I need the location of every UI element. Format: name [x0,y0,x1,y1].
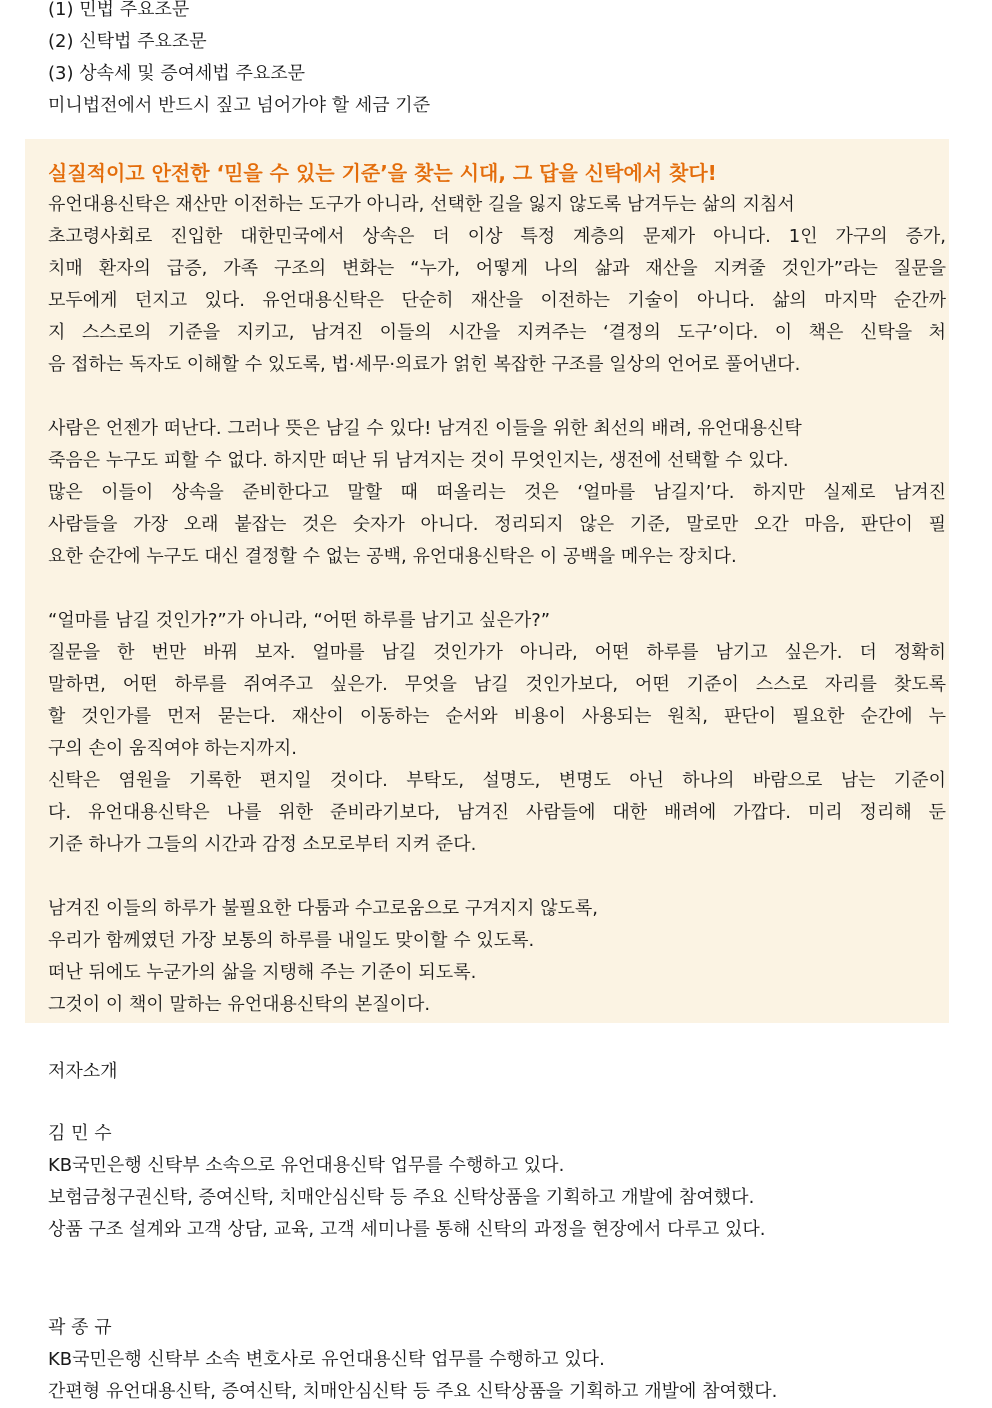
paragraph-line: 죽음은 누구도 피할 수 없다. 하지만 떠난 뒤 남겨지는 것이 무엇인지는, 생전에 선택할 수 있다. [48,450,789,471]
paragraph-spacer [48,381,946,413]
paragraph-line: 많은 이들이 상속을 준비한다고 말할 때 떠올리는 것은 ‘얼마를 남길지’다. 하지만 실제로 남겨진 [48,482,946,503]
author-name: 곽 종 규 [48,1317,112,1338]
paragraph-line: 모두에게 던지고 있다. 유언대용신탁은 단순히 재산을 이전하는 기술이 아니다. 삶의 마지막 순간까 [48,290,946,311]
book-introduction-box [25,139,949,1023]
paragraph-line: 기준 하나가 그들의 시간과 감정 소모로부터 지켜 준다. [48,834,477,855]
author-name: 김 민 수 [48,1123,112,1144]
paragraph-line: 말하면, 어떤 하루를 쥐여주고 싶은가. 무엇을 남길 것인가보다, 어떤 기준이 스스로 자리를 찾도록 [48,674,946,695]
paragraph-line: 남겨진 이들의 하루가 불필요한 다툼과 수고로움으로 구겨지지 않도록, [48,898,599,919]
author-bio-line: 간편형 유언대용신탁, 증여신탁, 치매안심신탁 등 주요 신탁상품을 기획하고 개발에 참여했다. [48,1381,778,1402]
author-entry [48,1312,948,1408]
paragraph-line: 구의 손이 움직여야 하는지까지. [48,738,297,759]
paragraph-line: 음 접하는 독자도 이해할 수 있도록, 법·세무·의료가 얽힌 복잡한 구조를 일상의 언어로 풀어낸다. [48,354,801,375]
paragraph-line: 초고령사회로 진입한 대한민국에서 상속은 더 이상 특정 계층의 문제가 아니다. 1인 가구의 증가, [48,226,946,247]
intro-paragraph-1 [48,189,946,381]
paragraph-line: “얼마를 남길 것인가?”가 아니라, “어떤 하루를 남기고 싶은가?” [48,610,551,631]
paragraph-spacer [48,861,946,893]
paragraph-line: 할 것인가를 먼저 묻는다. 재산이 이동하는 순서와 비용이 사용되는 원칙, 판단이 필요한 순간에 누 [48,706,946,727]
paragraph-line: 질문을 한 번만 바꿔 보자. 얼마를 남길 것인가가 아니라, 어떤 하루를 남기고 싶은가. 더 정확히 [48,642,946,663]
paragraph-line: 떠난 뒤에도 누군가의 삶을 지탱해 주는 기준이 되도록. [48,962,477,983]
table-of-contents [48,0,948,122]
intro-paragraph-3 [48,605,946,861]
author-bio-line: KB국민은행 신탁부 소속 변호사로 유언대용신탁 업무를 수행하고 있다. [48,1349,605,1370]
paragraph-line: 사람은 언젠가 떠난다. 그러나 뜻은 남길 수 있다! 남겨진 이들을 위한 최선의 배려, 유언대용신탁 [48,418,802,439]
author-bio-line: KB국민은행 신탁부 소속으로 유언대용신탁 업무를 수행하고 있다. [48,1155,565,1176]
author-bio-line: 상품 구조 설계와 고객 상담, 교육, 고객 세미나를 통해 신탁의 과정을 현장에서 다루고 있다. [48,1219,766,1240]
paragraph-line: 그것이 이 책이 말하는 유언대용신탁의 본질이다. [48,994,431,1015]
toc-item: 미니법전에서 반드시 짚고 넘어가야 할 세금 기준 [48,95,431,116]
paragraph-spacer [48,573,946,605]
author-bio-line: 보험금청구권신탁, 증여신탁, 치매안심신탁 등 주요 신탁상품을 기획하고 개발에 참여했다. [48,1187,755,1208]
paragraph-line: 치매 환자의 급증, 가족 구조의 변화는 “누가, 어떻게 나의 삶과 재산을 지켜줄 것인가”라는 질문을 [48,258,946,279]
paragraph-line: 사람들을 가장 오래 붙잡는 것은 숫자가 아니다. 정리되지 않은 기준, 말로만 오간 마음, 판단이 필 [48,514,946,535]
paragraph-line: 지 스스로의 기준을 지키고, 남겨진 이들의 시간을 지켜주는 ‘결정의 도구’이다. 이 책은 신탁을 처 [48,322,946,343]
author-entry [48,1118,948,1246]
paragraph-line: 신탁은 염원을 기록한 편지일 것이다. 부탁도, 설명도, 변명도 아닌 하나의 바람으로 남는 기준이 [48,770,946,791]
book-introduction-content [48,157,946,1021]
intro-paragraph-4 [48,893,946,1021]
paragraph-line: 다. 유언대용신탁은 나를 위한 준비라기보다, 남겨진 사람들에 대한 배려에 가깝다. 미리 정리해 둔 [48,802,946,823]
toc-item: (2) 신탁법 주요조문 [48,31,207,52]
paragraph-line: 요한 순간에 누구도 대신 결정할 수 없는 공백, 유언대용신탁은 이 공백을 메우는 장치다. [48,546,737,567]
headline: 실질적이고 안전한 ‘믿을 수 있는 기준’을 찾는 시대, 그 답을 신탁에서 찾다! [48,161,717,185]
author-section-heading: 저자소개 [48,1061,118,1082]
toc-item: (1) 민법 주요조문 [48,0,190,20]
toc-item: (3) 상속세 및 증여세법 주요조문 [48,63,306,84]
paragraph-line: 우리가 함께였던 가장 보통의 하루를 내일도 맞이할 수 있도록. [48,930,535,951]
paragraph-line: 유언대용신탁은 재산만 이전하는 도구가 아니라, 선택한 길을 잃지 않도록 남겨두는 삶의 지침서 [48,194,795,215]
intro-paragraph-2 [48,413,946,573]
